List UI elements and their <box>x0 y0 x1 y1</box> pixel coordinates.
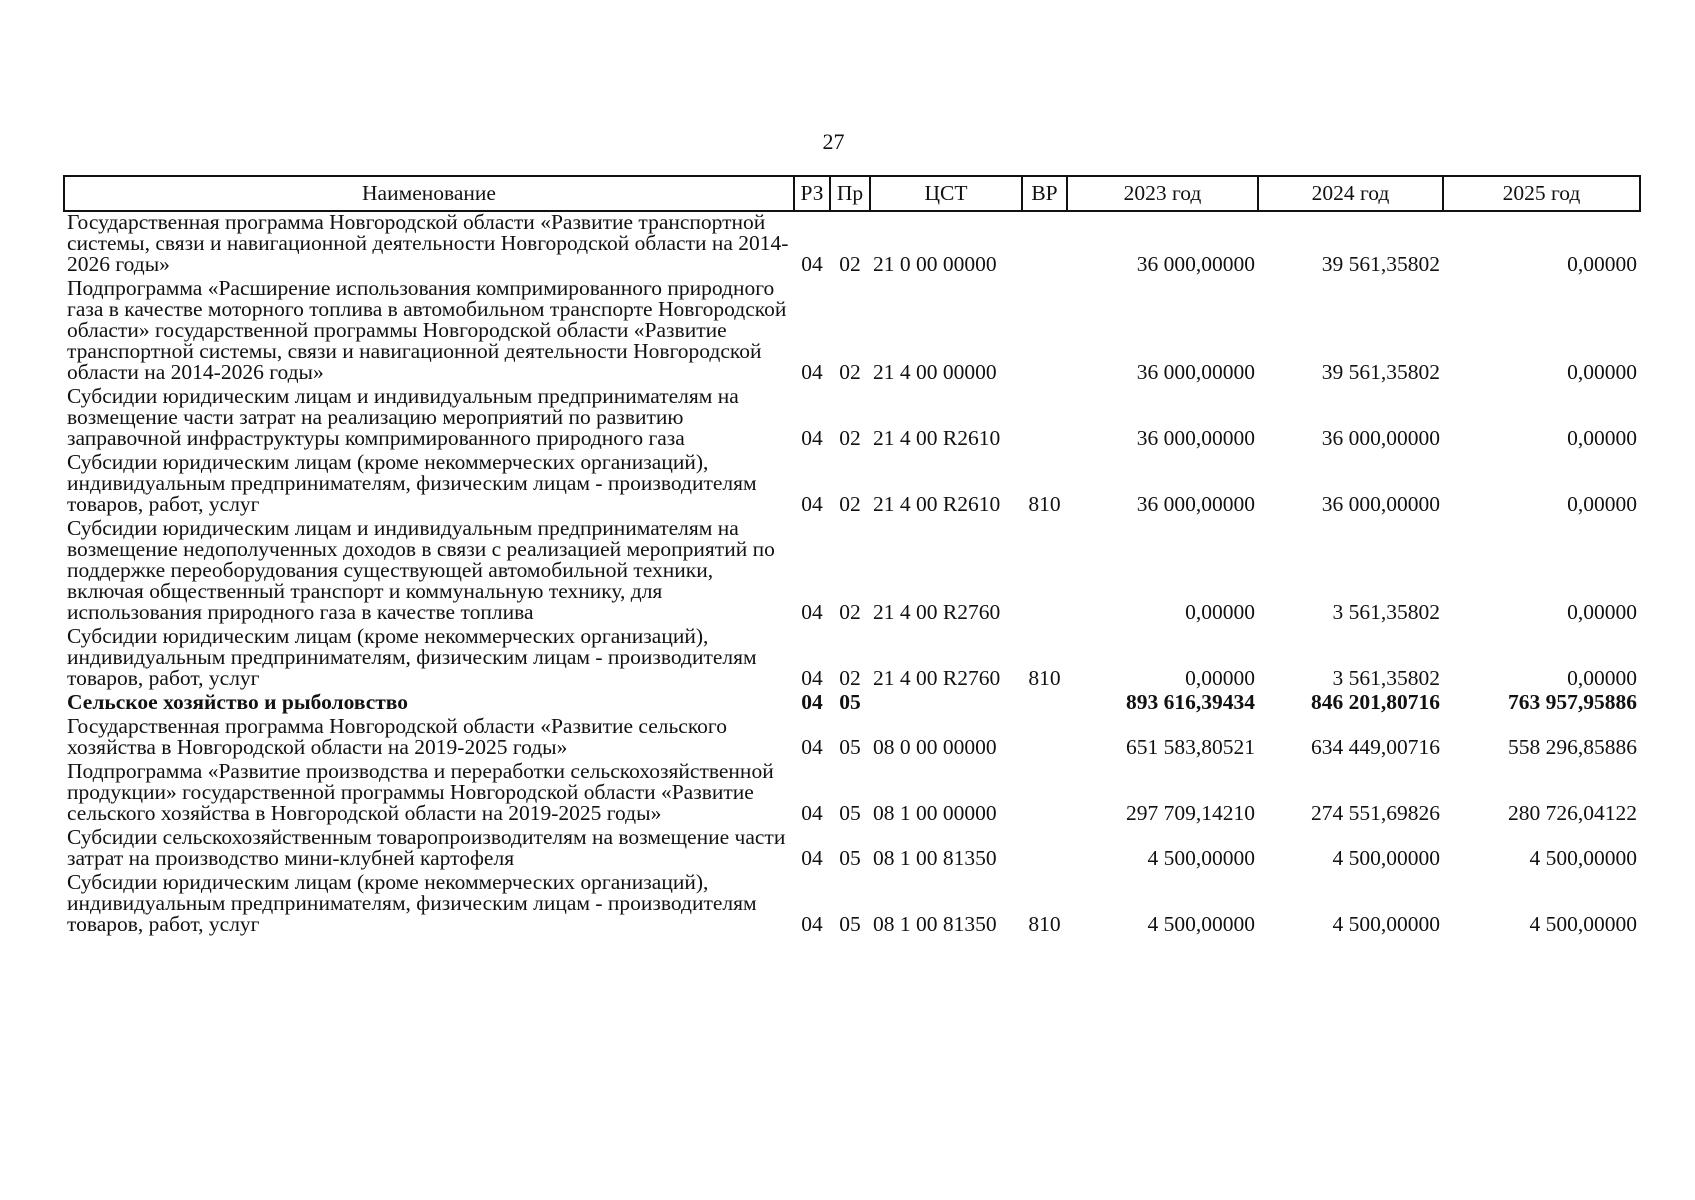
row-2025: 0,00000 <box>1567 252 1637 276</box>
row-vr: 810 <box>1028 666 1061 690</box>
row-2025: 4 500,00000 <box>1529 846 1637 870</box>
row-pr: 02 <box>839 492 861 516</box>
row-name: Сельское хозяйство и рыболовство <box>67 690 409 714</box>
col-header-vr: ВР <box>1022 176 1067 211</box>
row-2023: 36 000,00000 <box>1136 360 1255 384</box>
row-cst: 21 0 00 00000 <box>873 252 997 276</box>
row-2024: 4 500,00000 <box>1332 912 1440 936</box>
row-2024: 36 000,00000 <box>1321 492 1440 516</box>
row-2024: 3 561,35802 <box>1332 666 1440 690</box>
table-row <box>64 386 1640 452</box>
row-2024: 39 561,35802 <box>1321 252 1440 276</box>
row-vr <box>1022 761 1067 827</box>
row-name: Субсидии юридическим лицам (кроме некоммерческих организаций), индивидуальным предпринимателям, физическим лицам - производителям товаров, работ, услуг <box>67 450 757 516</box>
col-header-2024: 2024 год <box>1258 176 1443 211</box>
row-vr <box>1022 692 1067 716</box>
row-vr <box>1022 716 1067 761</box>
col-header-rz: РЗ <box>794 176 830 211</box>
table-row <box>64 278 1640 386</box>
budget-table <box>63 175 1641 938</box>
row-2025: 0,00000 <box>1567 666 1637 690</box>
table-body <box>64 211 1640 938</box>
row-pr: 02 <box>839 600 861 624</box>
page-number: 27 <box>822 129 845 154</box>
table-row <box>64 827 1640 872</box>
row-2025: 0,00000 <box>1567 492 1637 516</box>
row-2023: 4 500,00000 <box>1147 846 1255 870</box>
row-2025: 4 500,00000 <box>1529 912 1637 936</box>
row-2024: 4 500,00000 <box>1332 846 1440 870</box>
row-2025: 558 296,85886 <box>1508 735 1637 759</box>
row-2023: 0,00000 <box>1185 666 1255 690</box>
row-2024: 634 449,00716 <box>1311 735 1440 759</box>
row-name: Подпрограмма «Расширение использования компримированного природного газа в качестве моторного топлива в автомобильном транспорте Новгородской области» государственной программы Новгородской области «Развитие транспортной системы, связи и навигационной деятельности Новгородской области на 2014-2026 годы» <box>67 276 787 384</box>
row-2023: 36 000,00000 <box>1136 252 1255 276</box>
row-vr: 810 <box>1028 912 1061 936</box>
row-pr: 02 <box>839 666 861 690</box>
row-cst: 08 1 00 00000 <box>873 801 997 825</box>
col-header-2023: 2023 год <box>1067 176 1258 211</box>
row-pr: 02 <box>839 252 861 276</box>
row-vr <box>1022 827 1067 872</box>
row-name: Субсидии юридическим лицам (кроме некоммерческих организаций), индивидуальным предпринимателям, физическим лицам - производителям товаров, работ, услуг <box>67 624 757 690</box>
row-name: Субсидии юридическим лицам (кроме некоммерческих организаций), индивидуальным предпринимателям, физическим лицам - производителям товаров, работ, услуг <box>67 870 757 936</box>
col-header-pr: Пр <box>830 176 870 211</box>
col-header-name: Наименование <box>64 176 794 211</box>
row-name: Государственная программа Новгородской области «Развитие сельского хозяйства в Новгородской области на 2019-2025 годы» <box>67 714 727 759</box>
row-2024: 36 000,00000 <box>1321 426 1440 450</box>
row-2023: 36 000,00000 <box>1136 492 1255 516</box>
table-row <box>64 716 1640 761</box>
table-row <box>64 211 1640 278</box>
row-2025: 0,00000 <box>1567 426 1637 450</box>
row-cst: 21 4 00 R2760 <box>873 600 1001 624</box>
row-pr: 02 <box>839 360 861 384</box>
row-vr <box>1022 386 1067 452</box>
row-rz: 04 <box>801 801 823 825</box>
row-cst: 08 1 00 81350 <box>873 846 997 870</box>
row-cst: 08 1 00 81350 <box>873 912 997 936</box>
row-name: Субсидии сельскохозяйственным товаропроизводителям на возмещение части затрат на производство мини-клубней картофеля <box>67 825 786 870</box>
col-header-cst: ЦСТ <box>870 176 1022 211</box>
row-vr <box>1022 211 1067 278</box>
row-cst: 21 4 00 R2760 <box>873 666 1001 690</box>
row-2023: 893 616,39434 <box>1126 690 1255 714</box>
row-cst: 21 4 00 R2610 <box>873 426 1001 450</box>
row-2023: 0,00000 <box>1185 600 1255 624</box>
table-row <box>64 452 1640 518</box>
row-rz: 04 <box>801 912 823 936</box>
row-2023: 4 500,00000 <box>1147 912 1255 936</box>
table-row <box>64 626 1640 692</box>
row-rz: 04 <box>801 666 823 690</box>
table-header-row <box>64 176 1640 211</box>
row-2025: 0,00000 <box>1567 600 1637 624</box>
row-2025: 280 726,04122 <box>1508 801 1637 825</box>
row-vr <box>1022 278 1067 386</box>
row-2025: 763 957,95886 <box>1508 690 1637 714</box>
row-rz: 04 <box>801 492 823 516</box>
table-row <box>64 518 1640 626</box>
row-cst: 21 4 00 R2610 <box>873 492 1001 516</box>
row-pr: 05 <box>839 735 861 759</box>
table-row <box>64 872 1640 938</box>
row-rz: 04 <box>801 252 823 276</box>
row-name: Субсидии юридическим лицам и индивидуальным предпринимателям на возмещение недополученных доходов в связи с реализацией мероприятий по поддержке переоборудования существующей автомобильной техники, включая общественный транспорт и коммунальную технику, для использования природного газа в качестве топлива <box>67 516 775 624</box>
row-vr: 810 <box>1028 492 1061 516</box>
row-rz: 04 <box>801 360 823 384</box>
row-pr: 05 <box>839 846 861 870</box>
row-pr: 05 <box>839 912 861 936</box>
row-2024: 274 551,69826 <box>1311 801 1440 825</box>
row-rz: 04 <box>801 846 823 870</box>
row-cst <box>870 692 1022 716</box>
row-vr <box>1022 518 1067 626</box>
row-rz: 04 <box>801 735 823 759</box>
row-rz: 04 <box>801 600 823 624</box>
row-rz: 04 <box>801 690 823 714</box>
table-row-section <box>64 692 1640 716</box>
row-2024: 846 201,80716 <box>1311 690 1440 714</box>
row-cst: 08 0 00 00000 <box>873 735 997 759</box>
table-row <box>64 761 1640 827</box>
row-name: Субсидии юридическим лицам и индивидуальным предпринимателям на возмещение части затрат на реализацию мероприятий по развитию заправочной инфраструктуры компримированного природного газа <box>67 384 739 450</box>
row-name: Подпрограмма «Развитие производства и переработки сельскохозяйственной продукции» государственной программы Новгородской области «Развитие сельского хозяйства в Новгородской области на 2019-2025 годы» <box>67 759 774 825</box>
row-2023: 36 000,00000 <box>1136 426 1255 450</box>
row-2023: 297 709,14210 <box>1126 801 1255 825</box>
row-name: Государственная программа Новгородской области «Развитие транспортной системы, связи и навигационной деятельности Новгородской области на 2014-2026 годы» <box>67 210 789 276</box>
row-pr: 05 <box>839 801 861 825</box>
row-rz: 04 <box>801 426 823 450</box>
row-2024: 39 561,35802 <box>1321 360 1440 384</box>
row-pr: 02 <box>839 426 861 450</box>
row-2024: 3 561,35802 <box>1332 600 1440 624</box>
row-2023: 651 583,80521 <box>1126 735 1255 759</box>
col-header-2025: 2025 год <box>1443 176 1640 211</box>
row-2025: 0,00000 <box>1567 360 1637 384</box>
row-cst: 21 4 00 00000 <box>873 360 997 384</box>
row-pr: 05 <box>839 690 861 714</box>
